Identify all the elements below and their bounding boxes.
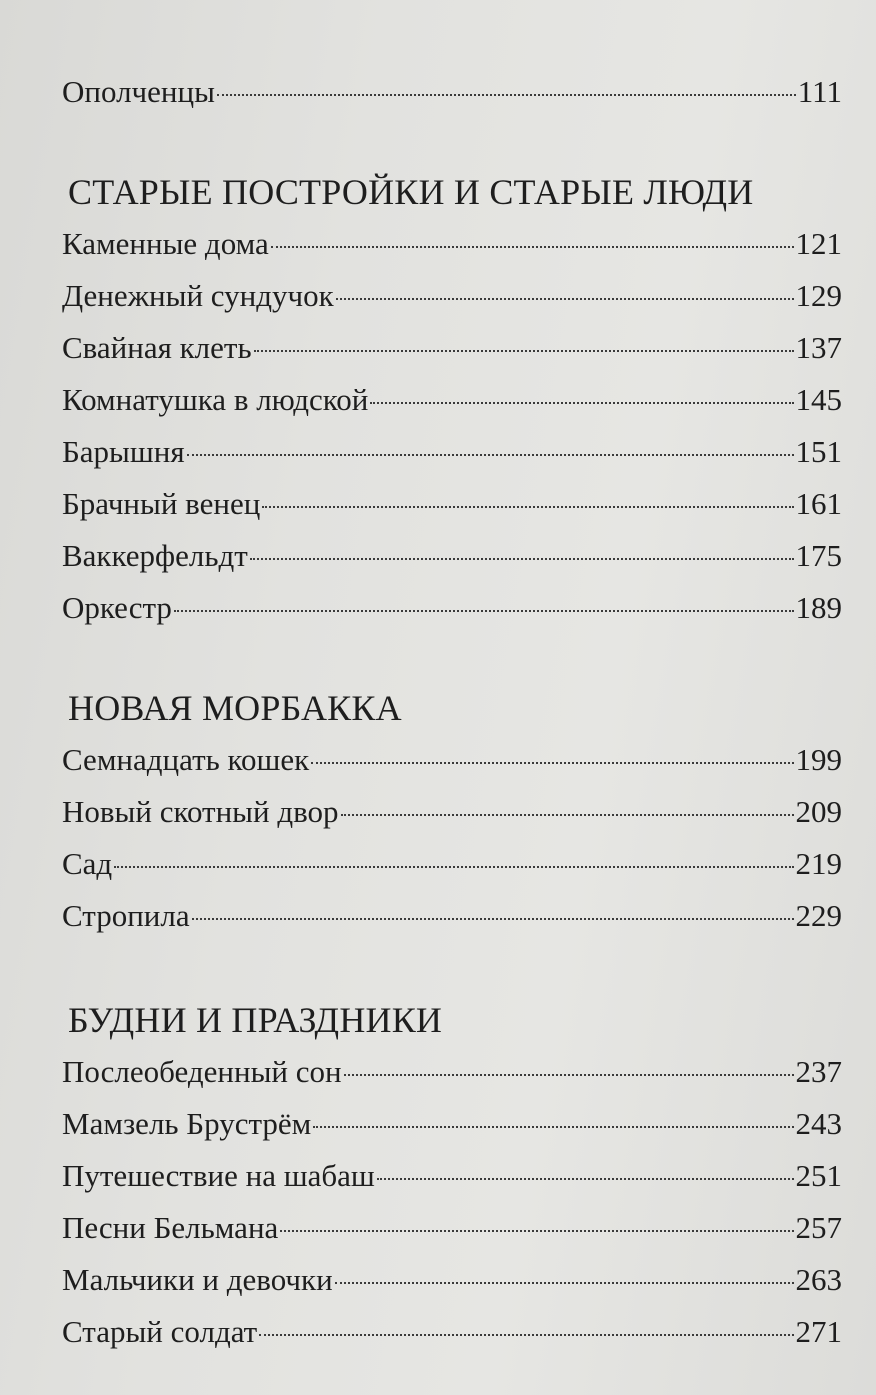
toc-entry xyxy=(62,530,842,582)
dot-leader xyxy=(250,558,794,560)
dot-leader xyxy=(341,814,794,816)
dot-leader xyxy=(259,1334,793,1336)
toc-entry xyxy=(62,66,842,118)
toc-entry-title: Ополченцы xyxy=(62,74,215,109)
toc-entry-page: 151 xyxy=(795,434,842,469)
toc-entry-page: 129 xyxy=(795,278,842,313)
toc-entry xyxy=(62,1254,842,1306)
toc-entry-title: Путешествие на шабаш xyxy=(62,1158,375,1193)
toc-entry-page: 251 xyxy=(795,1158,842,1193)
toc-entry-page: 219 xyxy=(795,846,842,881)
toc-entry-page: 243 xyxy=(795,1106,842,1141)
toc-entry-page: 121 xyxy=(795,226,842,261)
section-gap xyxy=(62,634,842,682)
toc-entry-page: 189 xyxy=(795,590,842,625)
toc-entry-page: 229 xyxy=(795,898,842,933)
toc-entry-page: 161 xyxy=(795,486,842,521)
dot-leader xyxy=(187,454,794,456)
toc-entry xyxy=(62,582,842,634)
toc-entry-title: Стропила xyxy=(62,898,190,933)
toc-entry xyxy=(62,1046,842,1098)
dot-leader xyxy=(335,1282,794,1284)
toc-entry-page: 263 xyxy=(795,1262,842,1297)
toc-entry xyxy=(62,322,842,374)
toc-entry xyxy=(62,374,842,426)
toc-entry-title: Старый солдат xyxy=(62,1314,258,1349)
toc-entry-title: Послеобеденный сон xyxy=(62,1054,342,1089)
dot-leader xyxy=(311,762,793,764)
toc-entry-page: 175 xyxy=(795,538,842,573)
section-heading: СТАРЫЕ ПОСТРОЙКИ И СТАРЫЕ ЛЮДИ xyxy=(68,172,754,212)
toc-entry-title: Свайная клеть xyxy=(62,330,252,365)
section-gap xyxy=(62,118,842,166)
toc-entry-title: Ваккерфельдт xyxy=(62,538,248,573)
toc-entry xyxy=(62,270,842,322)
dot-leader xyxy=(344,1074,794,1076)
toc-entry-title: Новый скотный двор xyxy=(62,794,339,829)
dot-leader xyxy=(336,298,794,300)
toc-entry-title: Каменные дома xyxy=(62,226,269,261)
toc-entry-title: Мальчики и девочки xyxy=(62,1262,333,1297)
toc-entry-page: 199 xyxy=(795,742,842,777)
table-of-contents xyxy=(62,66,842,1358)
toc-entry-page: 137 xyxy=(795,330,842,365)
toc-entry-title: Брачный венец xyxy=(62,486,261,521)
toc-entry xyxy=(62,890,842,942)
toc-entry xyxy=(62,734,842,786)
toc-entry-title: Мамзель Брустрём xyxy=(62,1106,312,1141)
dot-leader xyxy=(313,1126,793,1128)
toc-entry xyxy=(62,838,842,890)
dot-leader xyxy=(254,350,794,352)
section-heading: НОВАЯ МОРБАККА xyxy=(68,688,402,728)
toc-entry-page: 111 xyxy=(797,74,842,109)
toc-entry-page: 237 xyxy=(795,1054,842,1089)
toc-entry-title: Барышня xyxy=(62,434,185,469)
dot-leader xyxy=(370,402,793,404)
toc-entry xyxy=(62,1150,842,1202)
toc-entry-page: 271 xyxy=(795,1314,842,1349)
dot-leader xyxy=(271,246,794,248)
dot-leader xyxy=(114,866,793,868)
toc-entry xyxy=(62,478,842,530)
toc-entry xyxy=(62,1202,842,1254)
section-heading: БУДНИ И ПРАЗДНИКИ xyxy=(68,1000,443,1040)
toc-entry-title: Комнатушка в людской xyxy=(62,382,369,417)
toc-entry-title: Семнадцать кошек xyxy=(62,742,310,777)
dot-leader xyxy=(262,506,793,508)
toc-entry-page: 145 xyxy=(795,382,842,417)
toc-entry-title: Сад xyxy=(62,846,113,881)
dot-leader xyxy=(217,94,796,96)
toc-entry xyxy=(62,218,842,270)
toc-entry-page: 209 xyxy=(795,794,842,829)
dot-leader xyxy=(280,1230,793,1232)
section-gap xyxy=(62,942,842,994)
toc-entry-title: Денежный сундучок xyxy=(62,278,334,313)
toc-entry xyxy=(62,1306,842,1358)
dot-leader xyxy=(174,610,794,612)
toc-entry xyxy=(62,1098,842,1150)
toc-entry-page: 257 xyxy=(795,1210,842,1245)
dot-leader xyxy=(377,1178,794,1180)
toc-entry xyxy=(62,786,842,838)
toc-entry xyxy=(62,426,842,478)
dot-leader xyxy=(192,918,794,920)
toc-entry-title: Оркестр xyxy=(62,590,172,625)
toc-entry-title: Песни Бельмана xyxy=(62,1210,279,1245)
